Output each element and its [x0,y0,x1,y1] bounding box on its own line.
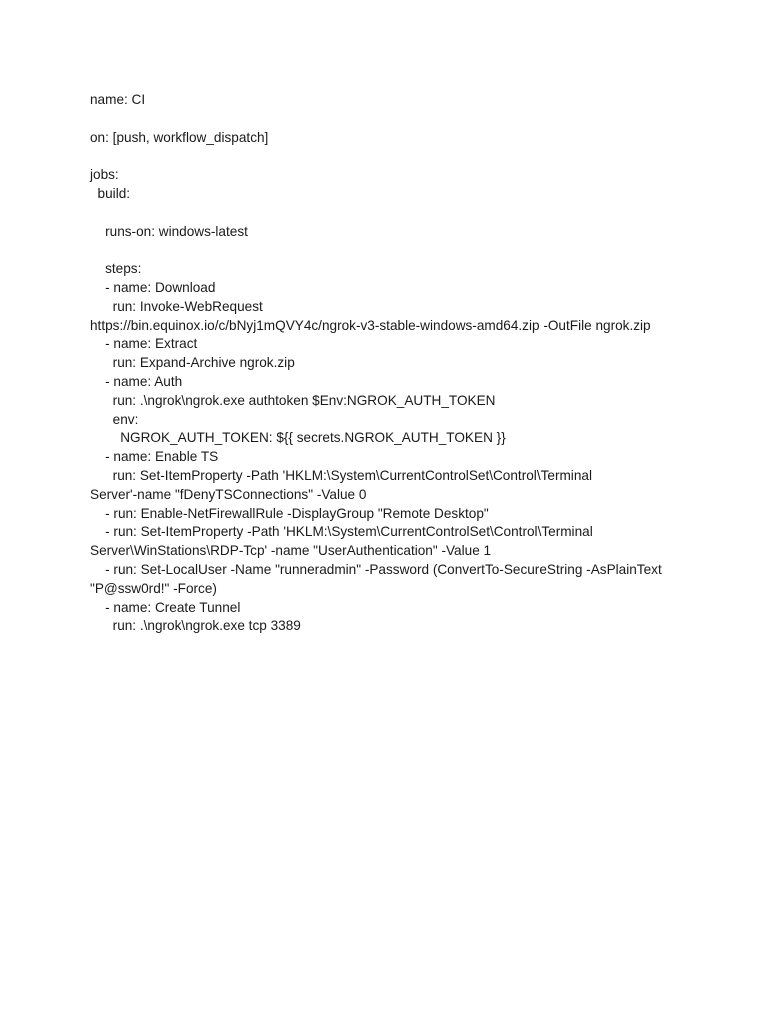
document-line: Server'-name "fDenyTSConnections" -Value 0 [90,486,367,502]
document-line [90,241,730,260]
document-line: steps: [90,261,142,277]
document-line: - name: Auth [90,373,183,389]
document-line: name: CI [90,92,146,107]
document-line: - name: Extract [90,336,198,352]
document-line: build: [90,185,131,201]
document-line: - name: Create Tunnel [90,599,241,615]
document-line: run: Set-ItemProperty -Path 'HKLM:\System\CurrentControlSet\Control\Terminal [90,467,592,483]
document-line [90,204,730,223]
document-line: - name: Download [90,279,216,295]
document-line: run: .\ngrok\ngrok.exe authtoken $Env:NGROK_AUTH_TOKEN [90,392,496,408]
document-line: jobs: [90,167,119,183]
document-line [90,110,730,129]
document-line: - name: Enable TS [90,449,219,465]
document-line: - run: Set-LocalUser -Name "runneradmin" -Password (ConvertTo-SecureString -AsPlainText [90,561,662,577]
document-line: https://bin.equinox.io/c/bNyj1mQVY4c/ngrok-v3-stable-windows-amd64.zip -OutFile ngrok.zip [90,317,651,333]
document-line: env: [90,411,139,427]
document-line: runs-on: windows-latest [90,223,248,239]
document-line: run: Invoke-WebRequest [90,298,263,314]
document-line: on: [push, workflow_dispatch] [90,129,269,145]
document-line: NGROK_AUTH_TOKEN: ${{ secrets.NGROK_AUTH_TOKEN }} [90,430,506,446]
document-line: run: .\ngrok\ngrok.exe tcp 3389 [90,618,301,634]
document-line [90,147,730,166]
document-line: run: Expand-Archive ngrok.zip [90,355,295,371]
document-line: - run: Set-ItemProperty -Path 'HKLM:\System\CurrentControlSet\Control\Terminal [90,524,593,540]
document-line: "P@ssw0rd!" -Force) [90,580,217,596]
document-line: - run: Enable-NetFirewallRule -DisplayGroup "Remote Desktop" [90,505,489,521]
document-line: Server\WinStations\RDP-Tcp' -name "UserAuthentication" -Value 1 [90,543,492,559]
document-body [90,91,730,636]
